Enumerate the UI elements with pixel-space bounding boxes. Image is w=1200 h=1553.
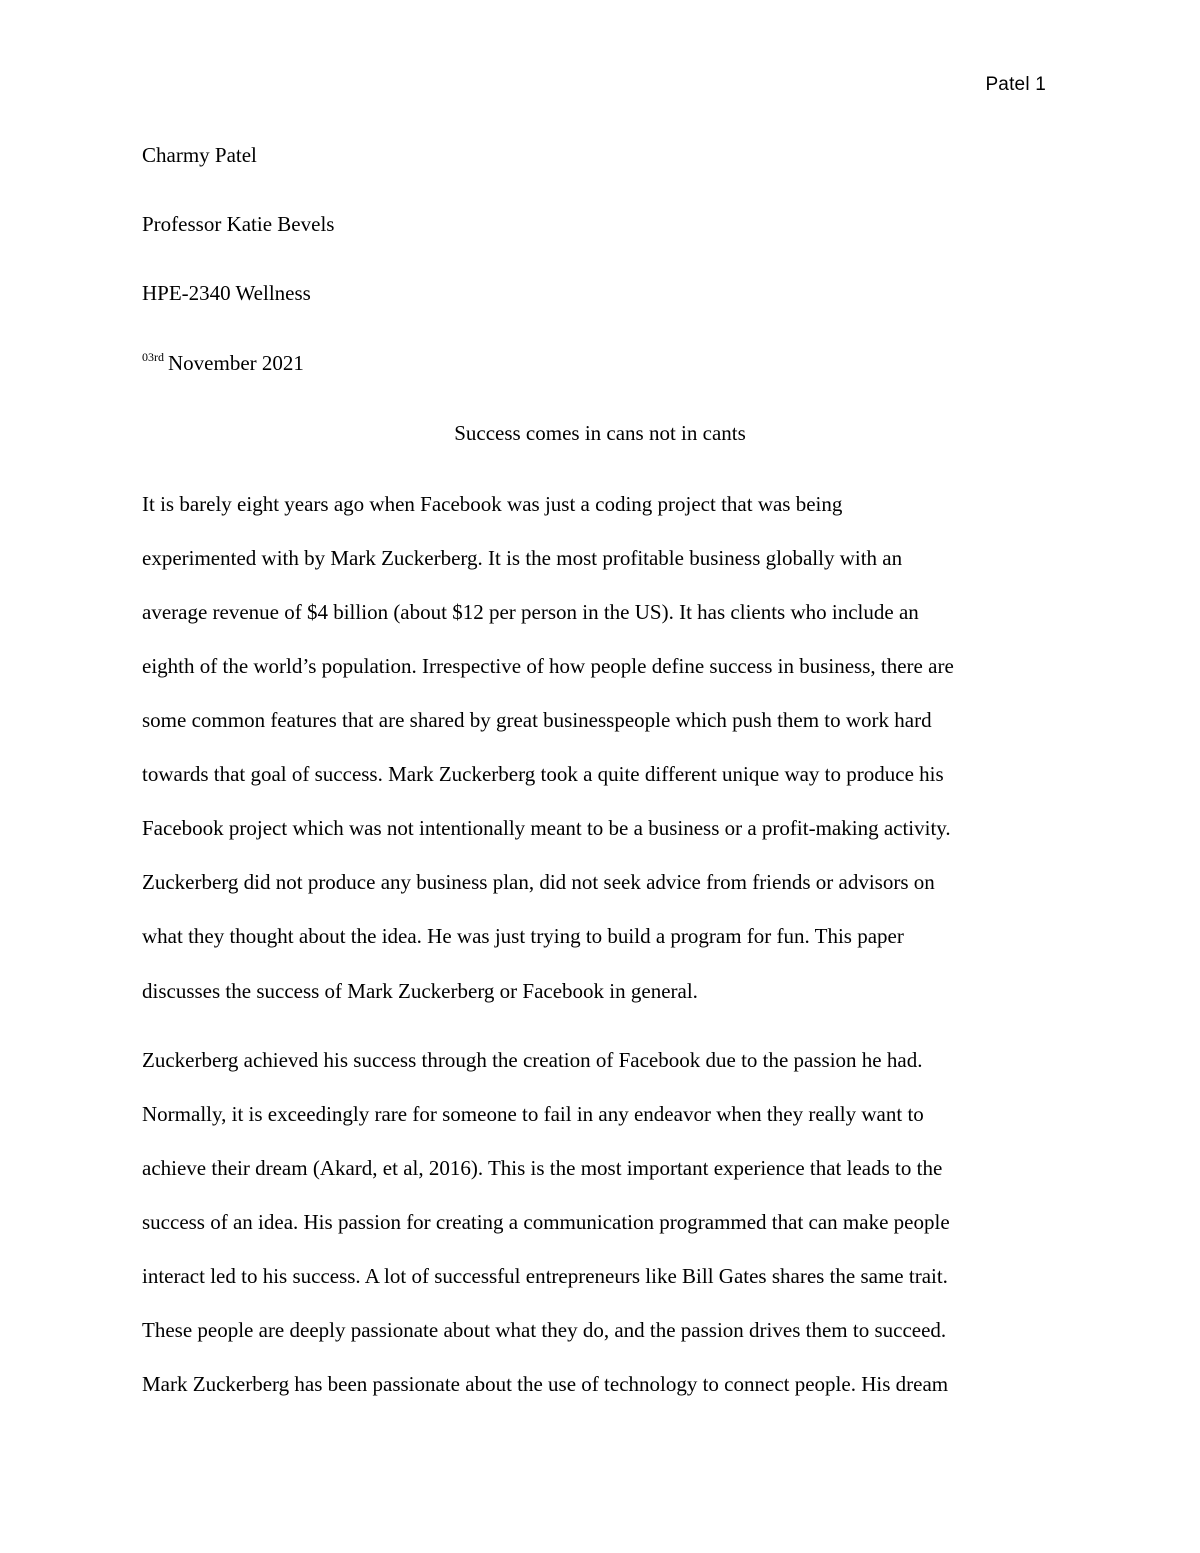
paragraph-line: eighth of the world’s population. Irrespective of how people define success in business, there are bbox=[142, 654, 954, 678]
date-line bbox=[142, 351, 304, 376]
author-name: Charmy Patel bbox=[142, 143, 257, 167]
paragraph-line: interact led to his success. A lot of successful entrepreneurs like Bill Gates shares the same trait. bbox=[142, 1264, 948, 1288]
paragraph-line: Zuckerberg did not produce any business plan, did not seek advice from friends or advisors on bbox=[142, 870, 935, 894]
paragraph-line: achieve their dream (Akard, et al, 2016). This is the most important experience that leads to the bbox=[142, 1156, 943, 1180]
date-ordinal: 03rd bbox=[142, 350, 164, 364]
essay-title: Success comes in cans not in cants bbox=[454, 421, 746, 445]
paragraph-line: experimented with by Mark Zuckerberg. It is the most profitable business globally with an bbox=[142, 546, 903, 570]
paragraph-line: It is barely eight years ago when Facebook was just a coding project that was being bbox=[142, 492, 843, 516]
course-name: HPE-2340 Wellness bbox=[142, 281, 311, 305]
paragraph-line: towards that goal of success. Mark Zuckerberg took a quite different unique way to produce his bbox=[142, 762, 944, 786]
paragraph-line: what they thought about the idea. He was just trying to build a program for fun. This paper bbox=[142, 924, 904, 948]
paragraph-line: average revenue of $4 billion (about $12 per person in the US). It has clients who include an bbox=[142, 600, 919, 624]
paragraph-line: some common features that are shared by great businesspeople which push them to work hard bbox=[142, 708, 932, 732]
paragraph-line: Mark Zuckerberg has been passionate about the use of technology to connect people. His dream bbox=[142, 1372, 949, 1396]
paragraph-line: discusses the success of Mark Zuckerberg or Facebook in general. bbox=[142, 979, 698, 1003]
instructor-name: Professor Katie Bevels bbox=[142, 212, 335, 236]
running-head: Patel 1 bbox=[985, 74, 1046, 95]
paragraph-line: Normally, it is exceedingly rare for someone to fail in any endeavor when they really want to bbox=[142, 1102, 924, 1126]
date-rest: November 2021 bbox=[168, 351, 304, 375]
paragraph-line: Zuckerberg achieved his success through the creation of Facebook due to the passion he had. bbox=[142, 1048, 923, 1072]
paragraph-line: success of an idea. His passion for creating a communication programmed that can make people bbox=[142, 1210, 950, 1234]
paragraph-line: Facebook project which was not intentionally meant to be a business or a profit-making activity. bbox=[142, 816, 951, 840]
paragraph-line: These people are deeply passionate about what they do, and the passion drives them to succeed. bbox=[142, 1318, 947, 1342]
